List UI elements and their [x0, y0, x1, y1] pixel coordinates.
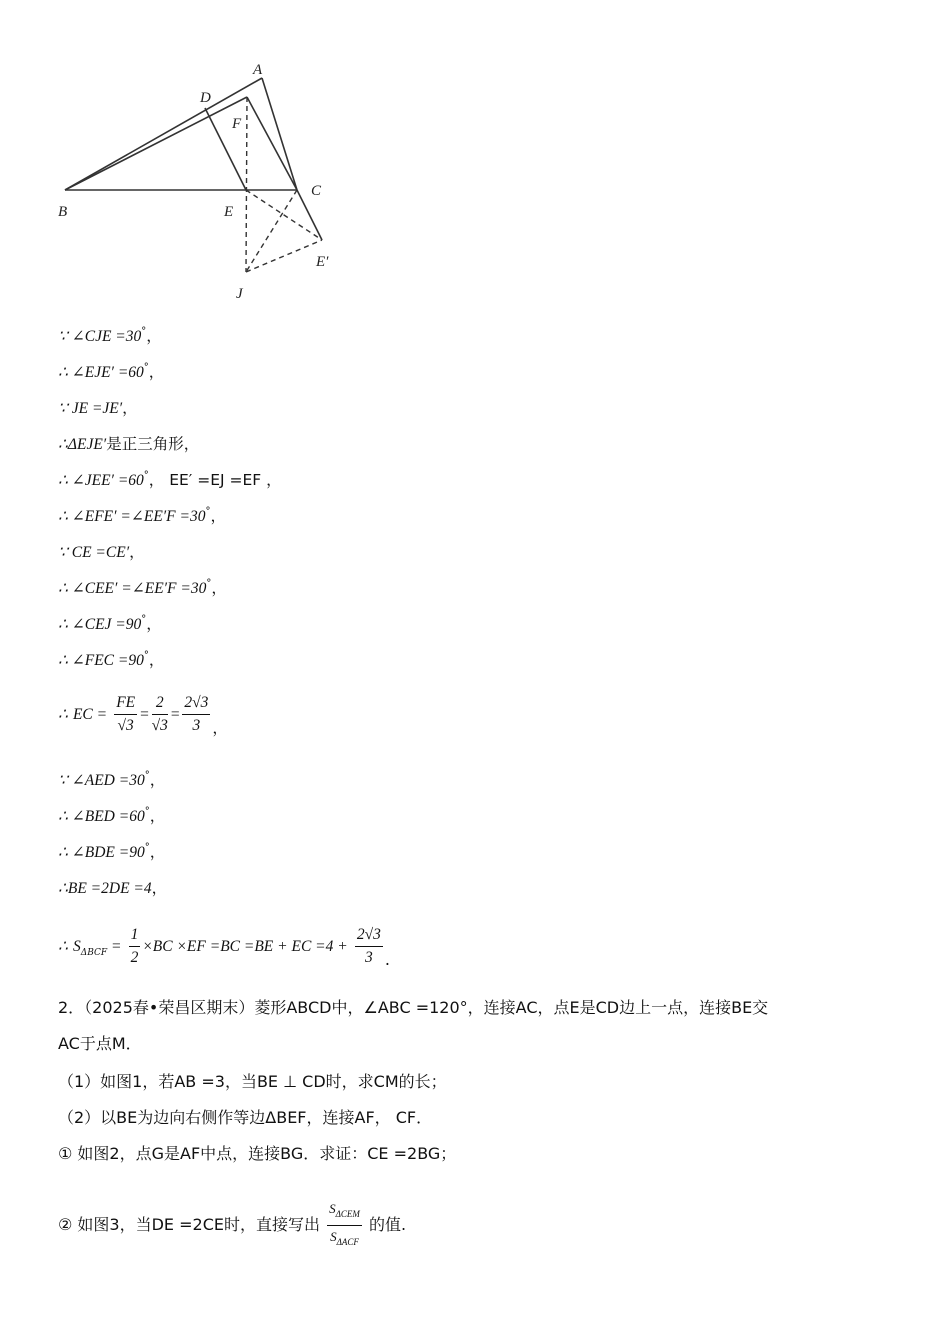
fraction-1-2: $\frac{1}{2}$ — [130, 926, 139, 966]
proof-step: ∴ ∠FEC =90°， — [58, 650, 165, 669]
fraction-2sqrt3-3-b: $\frac{2√3}{3}$ — [356, 926, 381, 966]
problem-2-part-1: （1）如图1，若AB =3，当BE ⊥ CD时，求CM的长； — [58, 1072, 447, 1091]
label-E-prime: E′ — [316, 254, 329, 270]
area-middle-expression: ×BC ×EF =BC =BE + EC =4 + — [142, 938, 348, 955]
segment-BA — [65, 78, 262, 190]
proof-step: ∴ ∠JEE′ =60°， EE′ =EJ =EF ， — [58, 470, 282, 489]
segment-FJ — [246, 97, 247, 272]
proof-step: ∴ ∠EFE′ =∠EE′F =30°， — [58, 506, 226, 525]
ec-lhs: EC = — [72, 706, 108, 723]
proof-step: ∵ CE =CE′， — [58, 543, 145, 561]
label-D: D — [200, 90, 211, 106]
label-B: B — [58, 204, 68, 220]
geometry-figure — [40, 50, 360, 310]
proof-step: ∴ ∠EJE′ =60°， — [58, 362, 165, 381]
problem-2-line-1: 2．（2025春•荣昌区期末）菱形ABCD中，∠ABC =120°，连接AC，点E是CD边上一点，连接BE交 — [58, 998, 769, 1017]
proof-step: ∵ ∠AED =30°， — [58, 770, 166, 789]
therefore-symbol: ∴ — [58, 706, 68, 723]
proof-step: ∴ ∠BED =60°， — [58, 806, 166, 825]
problem-2-part-2: （2）以BE为边向右侧作等边ΔBEF，连接AF， CF． — [58, 1108, 433, 1127]
segment-JE2 — [246, 240, 322, 272]
label-F: F — [232, 116, 242, 132]
proof-step: ∵ ∠CJE =30°， — [58, 326, 162, 345]
fraction-fe-sqrt3: $\frac{FE}{√3}$ — [116, 694, 136, 734]
label-A: A — [253, 62, 263, 78]
area-symbol: S — [72, 938, 81, 955]
proof-step: ∴ ∠CEJ =90°， — [58, 614, 162, 633]
fraction-2sqrt3-3: $\frac{2√3}{3}$ — [184, 694, 209, 734]
label-E: E — [224, 204, 234, 220]
problem-2-sub-1: ① 如图2，点G是AF中点，连接BG．求证：CE =2BG； — [58, 1144, 457, 1163]
problem-2-line-2: AC于点M． — [58, 1034, 142, 1053]
ec-equation-line: ∴ EC = $\frac{FE}{√3}$ = $\frac{2}{√3}$ = $\frac{2√3}{3}$ ， — [58, 694, 228, 737]
area-ratio-fraction: $\frac{S_{\Delta CEM}}{S_{\Delta ACF}}$ — [327, 1198, 362, 1253]
proof-step: ∴ ∠CEE′ =∠EE′F =30°， — [58, 578, 227, 597]
problem-2-sub-2: ② 如图3，当DE =2CE时，直接写出 $\frac{S_{\Delta CEM}}{S_{\Delta ACF}}$ 的值. — [58, 1198, 900, 1253]
ec-comma: ， — [212, 719, 228, 737]
segment-CJ — [246, 190, 297, 272]
proof-step: ∴ ∠BDE =90°， — [58, 842, 166, 861]
fraction-2-sqrt3: $\frac{2}{√3}$ — [151, 694, 168, 734]
proof-step: ∴ΔEJE′是正三角形， — [58, 435, 200, 453]
area-equation-line: ∴ $S_{\Delta BCF}$ = $\frac{1}{2}$ ×BC ×EF =BC =BE + EC =4 + $\frac{2√3}{3}$ . — [58, 926, 390, 969]
segment-BF — [65, 97, 247, 190]
label-J: J — [236, 286, 243, 302]
proof-step: ∵ JE =JE′， — [58, 399, 138, 417]
label-C: C — [311, 183, 322, 199]
proof-step: ∴BE =2DE =4， — [58, 879, 168, 897]
